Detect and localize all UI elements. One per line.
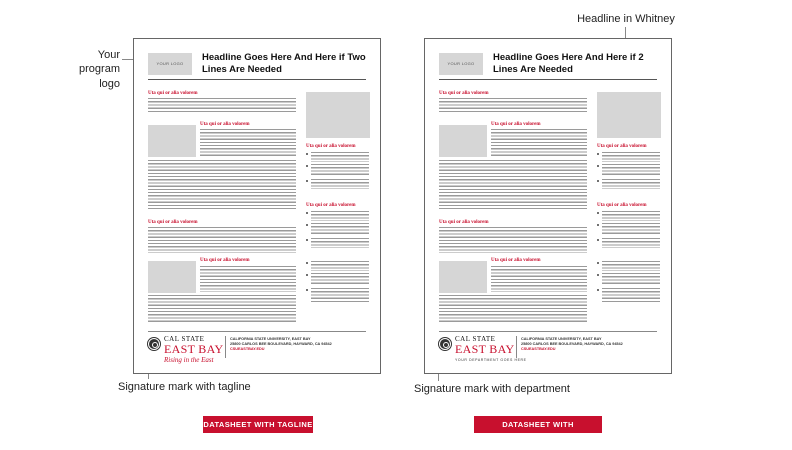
bullet-list (306, 152, 370, 198)
section-heading: Uta qui or alia volorem (439, 91, 489, 96)
bullet-text (602, 273, 660, 286)
section-heading: Uta qui or alia volorem (200, 122, 250, 127)
bullet (597, 239, 599, 241)
university-seal-icon (148, 338, 160, 350)
bullet-text (602, 223, 660, 236)
callout-headline-font: Headline in Whitney (577, 13, 675, 25)
datasheet-with-tagline-button[interactable]: DATASHEET WITH TAGLINE (203, 416, 313, 433)
bullet-text (311, 164, 369, 177)
bullet (597, 274, 599, 276)
university-seal-icon (439, 338, 451, 350)
bullet-list (597, 261, 661, 309)
bullet (306, 274, 308, 276)
header-rule (148, 79, 366, 80)
callout-program-logo: Your program logo (79, 49, 120, 90)
website-link: CSUEASTBAY.EDU (521, 347, 556, 352)
bullet-list (597, 152, 661, 198)
bullet-text (602, 164, 660, 177)
bullet-text (311, 223, 369, 236)
body-text (439, 227, 587, 253)
brand-east-bay: EAST BAY (164, 342, 224, 356)
bullet (597, 180, 599, 182)
bullet (306, 153, 308, 155)
signature-divider (225, 336, 226, 358)
bullet (597, 212, 599, 214)
section-heading: Uta qui or alia volorem (306, 203, 356, 208)
brand-cal-state: CAL STATE (164, 335, 205, 343)
bullet-text (311, 179, 369, 189)
brand-east-bay: EAST BAY (455, 342, 515, 356)
address-block (521, 337, 623, 352)
bullet-text (602, 288, 660, 304)
image-placeholder (597, 92, 661, 138)
bullet (306, 180, 308, 182)
section-heading: Uta qui or alia volorem (597, 144, 647, 149)
signature-divider (516, 336, 517, 358)
address-line: 25800 CARLOS BEE BOULEVARD, HAYWARD, CA 94542 (230, 342, 332, 347)
bullet (597, 165, 599, 167)
body-text (491, 129, 587, 158)
footer-rule (439, 331, 657, 332)
bullet-text (311, 152, 369, 162)
datasheet-department-preview (424, 38, 672, 374)
body-text (200, 129, 296, 158)
section-heading: Uta qui or alia volorem (148, 91, 198, 96)
bullet (306, 212, 308, 214)
bullet-text (602, 261, 660, 271)
image-placeholder (439, 261, 487, 293)
bullet-text (602, 152, 660, 162)
body-text (439, 160, 587, 211)
datasheet-with-department-button[interactable]: DATASHEET WITH DEPARTMENT (474, 416, 602, 433)
body-text (148, 160, 296, 211)
body-text (148, 295, 296, 324)
body-text (148, 98, 296, 114)
header-rule (439, 79, 657, 80)
logo-placeholder (148, 53, 192, 75)
image-placeholder (148, 261, 196, 293)
section-heading: Uta qui or alia volorem (148, 220, 198, 225)
bullet-list (306, 261, 370, 309)
logo-placeholder-text: YOUR LOGO (156, 61, 184, 66)
bullet (597, 153, 599, 155)
logo-placeholder-text: YOUR LOGO (447, 61, 475, 66)
footer-rule (148, 331, 366, 332)
bullet (306, 239, 308, 241)
callout-left-signature: Signature mark with tagline (118, 381, 251, 393)
logo-placeholder (439, 53, 483, 75)
brand-department: YOUR DEPARTMENT GOES HERE (455, 358, 527, 362)
bullet-text (311, 261, 369, 271)
bullet-text (602, 179, 660, 189)
bullet (306, 165, 308, 167)
bullet (597, 224, 599, 226)
section-heading: Uta qui or alia volorem (491, 122, 541, 127)
address-line: 25800 CARLOS BEE BOULEVARD, HAYWARD, CA 94542 (521, 342, 623, 347)
section-heading: Uta qui or alia volorem (306, 144, 356, 149)
sheet-headline: Headline Goes Here And Here if 2 Lines Are Needed (493, 52, 644, 75)
bullet-list (597, 211, 661, 251)
bullet-text (311, 288, 369, 304)
section-heading: Uta qui or alia volorem (597, 203, 647, 208)
body-text (439, 295, 587, 324)
bullet-text (602, 211, 660, 221)
bullet (306, 262, 308, 264)
section-heading: Uta qui or alia volorem (439, 220, 489, 225)
image-placeholder (148, 125, 196, 157)
body-text (200, 266, 296, 292)
image-placeholder (439, 125, 487, 157)
section-heading: Uta qui or alia volorem (491, 258, 541, 263)
datasheet-tagline-preview (133, 38, 381, 374)
bullet (306, 289, 308, 291)
body-text (148, 227, 296, 253)
image-placeholder (306, 92, 370, 138)
callout-right-signature: Signature mark with department (414, 383, 570, 395)
bullet (597, 262, 599, 264)
brand-cal-state: CAL STATE (455, 335, 496, 343)
bullet-text (311, 211, 369, 221)
brand-tagline: Rising in the East (164, 356, 214, 364)
body-text (439, 98, 587, 114)
bullet-text (311, 273, 369, 286)
sheet-headline: Headline Goes Here And Here if Two Lines Are Needed (202, 52, 366, 75)
section-heading: Uta qui or alia volorem (200, 258, 250, 263)
bullet (306, 224, 308, 226)
address-block (230, 337, 332, 352)
bullet-text (602, 238, 660, 248)
bullet-list (306, 211, 370, 251)
address-line: CALIFORNIA STATE UNIVERSITY, EAST BAY (521, 337, 602, 341)
bullet (597, 289, 599, 291)
bullet-text (311, 238, 369, 248)
website-link: CSUEASTBAY.EDU (230, 347, 265, 352)
address-line: CALIFORNIA STATE UNIVERSITY, EAST BAY (230, 337, 311, 341)
body-text (491, 266, 587, 292)
